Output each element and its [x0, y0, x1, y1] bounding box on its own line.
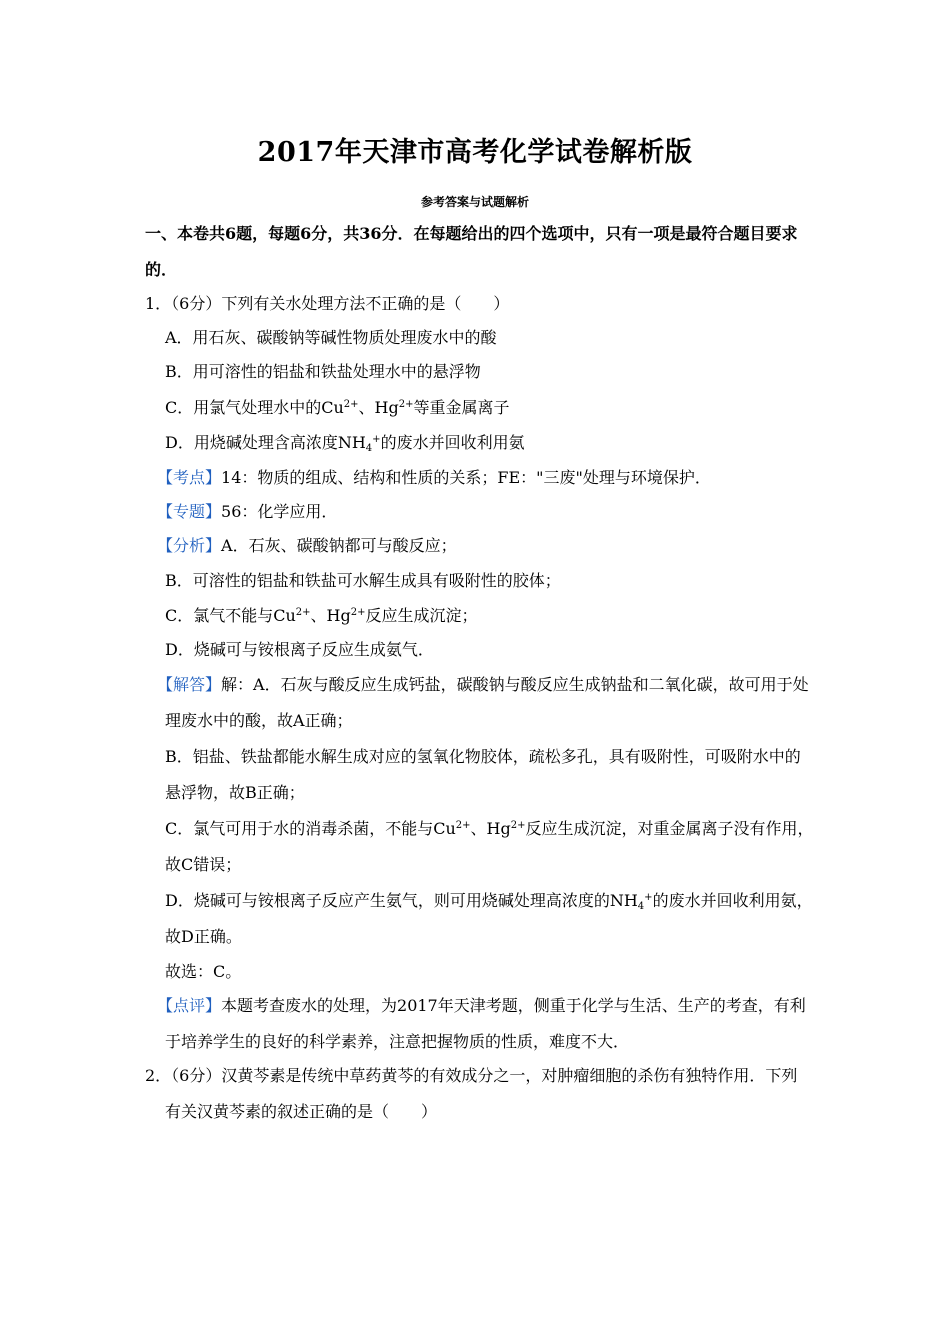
q1-dianping: 【点评】本题考查废水的处理，为2017年天津考题，侧重于化学与生活、生产的考查，有利	[157, 996, 806, 1015]
section-heading-line2: 的．	[145, 260, 178, 279]
q1-jieda-a2: 理废水中的酸，故A正确；	[165, 711, 353, 730]
q1-fenxi: 【分析】A．石灰、碳酸钠都可与酸反应；	[157, 536, 457, 555]
section-heading-line1: 一、本卷共6题，每题6分，共36分．在每题给出的四个选项中，只有一项是最符合题目要求	[145, 224, 798, 243]
q1-option-b: B．用可溶性的铝盐和铁盐处理水中的悬浮物	[165, 362, 481, 381]
q1-jieda-d2: 故D正确。	[165, 927, 242, 946]
q1-option-d: D．用烧碱处理含高浓度$NH_4^+$的废水并回收利用氨	[165, 433, 525, 454]
q1-fenxi-c: C．氯气不能与$Cu^{2+}$、$Hg^{2+}$反应生成沉淀；	[165, 606, 478, 625]
jieda-tag: 【解答】	[157, 675, 222, 694]
q2-stem-line2: 有关汉黄芩素的叙述正确的是（ ）	[165, 1102, 438, 1121]
q1-jieda-c2: 故C错误；	[165, 855, 242, 874]
page-subtitle: 参考答案与试题解析	[420, 195, 529, 209]
q1-jieda-d1: D．烧碱可与铵根离子反应产生氨气，则可用烧碱处理高浓度的$NH_4^+$的废水并回收利用氨，	[165, 891, 813, 912]
q1-zhuanti: 【专题】56：化学应用．	[157, 502, 338, 521]
q1-fenxi-b: B．可溶性的铝盐和铁盐可水解生成具有吸附性的胶体；	[165, 571, 561, 590]
dianping-tag: 【点评】	[157, 996, 222, 1015]
q1-dianping-l2: 于培养学生的良好的科学素养，注意把握物质的性质，难度不大．	[165, 1032, 630, 1051]
q1-choice: 故选：C。	[165, 962, 242, 981]
kaodian-tag: 【考点】	[157, 468, 222, 487]
q1-jieda-b1: B．铝盐、铁盐都能水解生成对应的氢氧化物胶体，疏松多孔，具有吸附性，可吸附水中的	[165, 747, 801, 766]
q1-option-a: A．用石灰、碳酸钠等碱性物质处理废水中的酸	[165, 328, 497, 347]
q1-jieda: 【解答】解：A．石灰与酸反应生成钙盐，碳酸钠与酸反应生成钠盐和二氧化碳，故可用于处	[157, 675, 809, 694]
zhuanti-tag: 【专题】	[157, 502, 222, 521]
q1-jieda-b2: 悬浮物，故B正确；	[165, 783, 305, 802]
fenxi-tag: 【分析】	[157, 536, 222, 555]
q1-kaodian: 【考点】14：物质的组成、结构和性质的关系；FE："三废"处理与环境保护．	[157, 468, 711, 487]
q1-jieda-c1: C．氯气可用于水的消毒杀菌，不能与$Cu^{2+}$、$Hg^{2+}$反应生成沉淀，对重金属离子没有作用，	[165, 819, 814, 838]
q2-stem-line1: 2．（6分）汉黄芩素是传统中草药黄芩的有效成分之一，对肿瘤细胞的杀伤有独特作用．下列	[145, 1066, 798, 1085]
page-title: 2017年天津市高考化学试卷解析版	[257, 137, 693, 168]
q1-stem: 1．（6分）下列有关水处理方法不正确的是（ ）	[145, 294, 510, 313]
q1-option-c: C．用氯气处理水中的$Cu^{2+}$、$Hg^{2+}$等重金属离子	[165, 398, 510, 417]
q1-fenxi-d: D．烧碱可与铵根离子反应生成氨气．	[165, 640, 434, 659]
